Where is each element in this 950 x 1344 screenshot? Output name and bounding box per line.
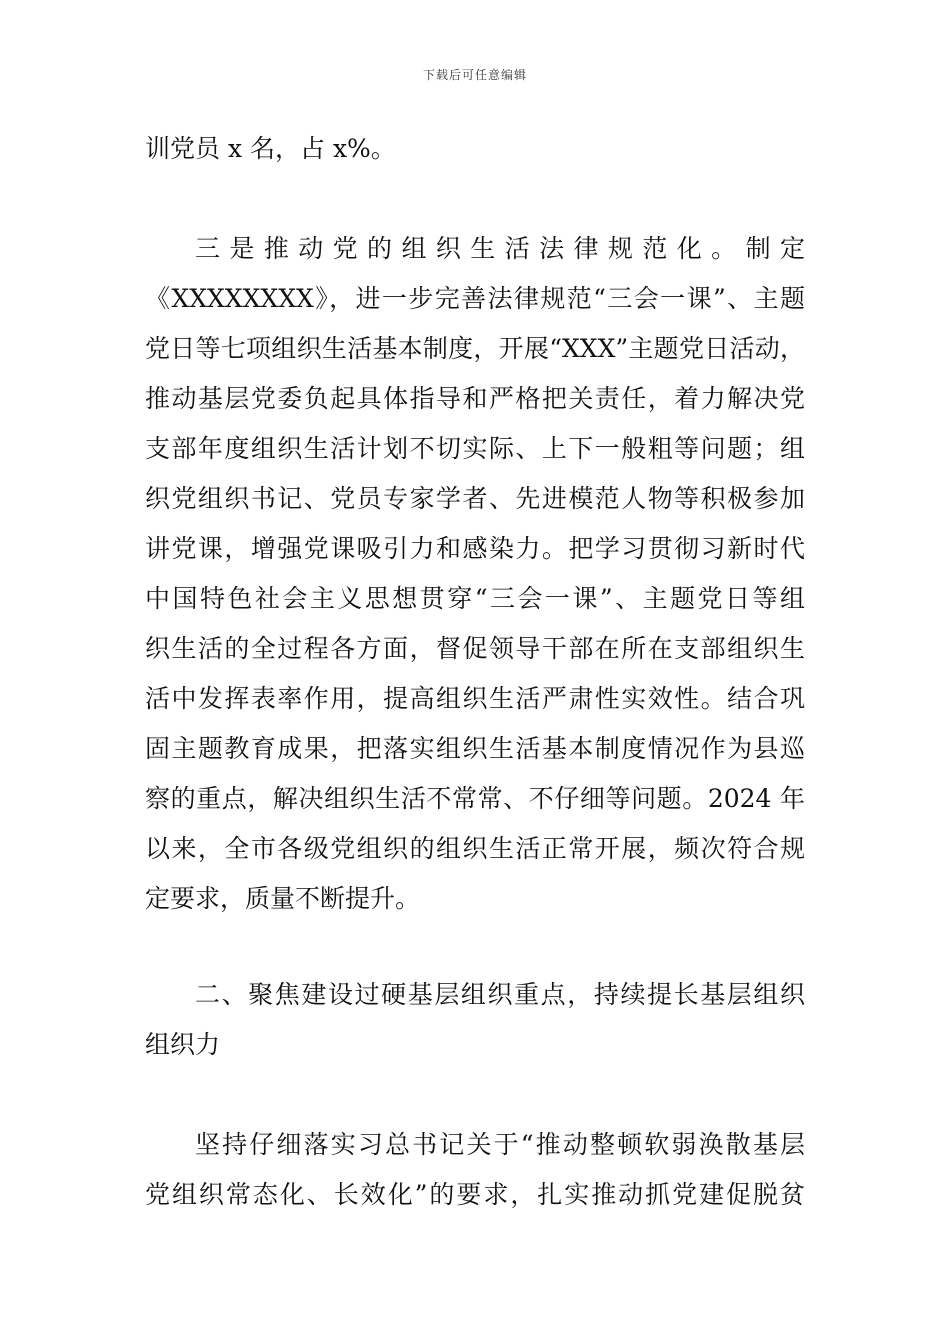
text-line: 察的重点，解决组织生活不常常、不仔细等问题。2024 年 bbox=[145, 784, 805, 813]
text-line: 党组织常态化、长效化”的要求，扎实推动抓党建促脱贫 bbox=[145, 1180, 805, 1209]
heading-line: 组织力 bbox=[145, 1030, 221, 1059]
text-line: 《XXXXXXXX》，进一步完善法律规范“三会一课”、主题 bbox=[145, 284, 805, 313]
text-line: 训党员 x 名，占 x%。 bbox=[145, 134, 396, 163]
text-line: 活中发挥表率作用，提高组织生活严肃性实效性。结合巩 bbox=[145, 684, 805, 713]
text-line: 织生活的全过程各方面，督促领导干部在所在支部组织生 bbox=[145, 634, 805, 663]
paragraph-persist bbox=[145, 1120, 805, 1220]
page-header: 下载后可任意编辑 bbox=[422, 68, 527, 82]
text-line: 推动基层党委负起具体指导和严格把关责任，着力解决党 bbox=[145, 384, 805, 413]
text-line: 讲党课，增强党课吸引力和感染力。把学习贯彻习新时代 bbox=[145, 534, 805, 563]
text-line: 固主题教育成果，把落实组织生活基本制度情况作为县巡 bbox=[145, 734, 805, 763]
text-line: 支部年度组织生活计划不切实际、上下一般粗等问题；组 bbox=[145, 434, 805, 463]
paragraph-continuation bbox=[145, 124, 805, 174]
text-line: 中国特色社会主义思想贯穿“三会一课”、主题党日等组 bbox=[145, 584, 805, 613]
text-line: 三是推动党的组织生活法律规范化。制定 bbox=[195, 234, 805, 263]
text-line: 以来，全市各级党组织的组织生活正常开展，频次符合规 bbox=[145, 834, 805, 863]
text-line: 织党组织书记、党员专家学者、先进模范人物等积极参加 bbox=[145, 484, 805, 513]
paragraph-third-point bbox=[145, 224, 805, 924]
section-heading bbox=[145, 970, 805, 1070]
text-line: 定要求，质量不断提升。 bbox=[145, 884, 421, 913]
text-line: 坚持仔细落实习总书记关于“推动整顿软弱涣散基层 bbox=[195, 1130, 805, 1159]
heading-line: 二、聚焦建设过硬基层组织重点，持续提长基层组织 bbox=[195, 980, 805, 1009]
text-line: 党日等七项组织生活基本制度，开展“XXX”主题党日活动， bbox=[145, 334, 805, 363]
